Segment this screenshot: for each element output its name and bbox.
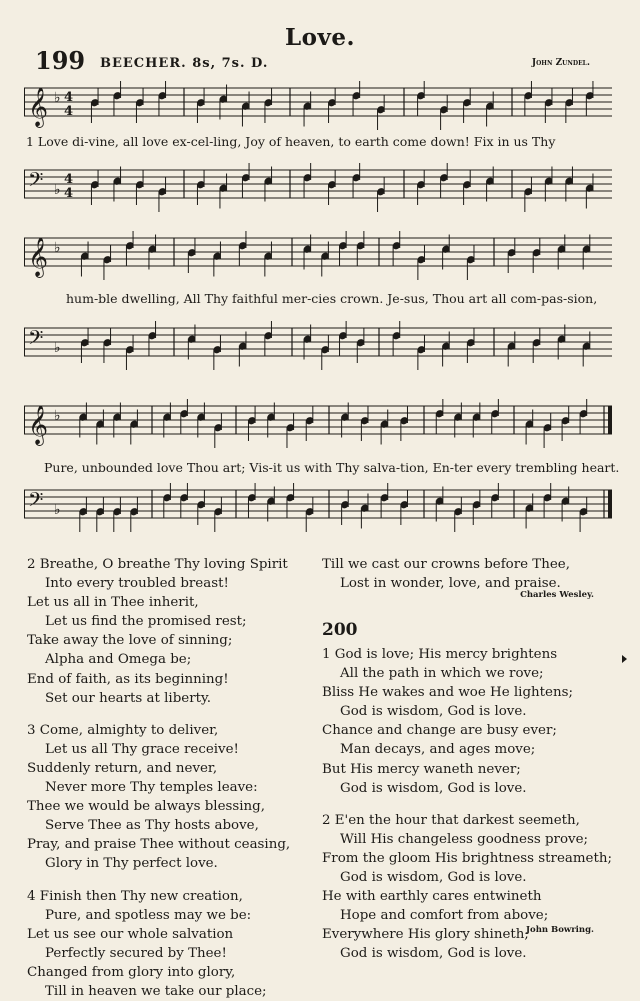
verse-line: But His mercy waneth never; [322, 761, 521, 777]
arrow-marker-icon [622, 655, 627, 663]
verse-line: Hope and comfort from above; [340, 908, 549, 924]
hymn200-author: John Bowring. [526, 925, 594, 935]
verse-line: Never more Thy temples leave: [45, 780, 258, 796]
bass-clef-icon: 𝄢 [28, 326, 44, 354]
verse-line: Chance and change are busy ever; [322, 723, 557, 739]
lyric-line-2: hum-ble dwelling, All Thy faithful mer-cies crown. Je-sus, Thou art all com-pas-sion, [66, 291, 598, 306]
flat-sign-icon: ♭ [54, 182, 61, 198]
verse-line: God is wisdom, God is love. [340, 946, 527, 962]
verse-line: Serve Thee as Thy hosts above, [45, 818, 259, 834]
verse-line: Let us see our whole salvation [27, 926, 234, 942]
verse-line: 3 Come, almighty to deliver, [27, 722, 219, 738]
composer-credit: John Zundel. [531, 58, 590, 68]
verse-line: Thee we would be always blessing, [27, 799, 265, 815]
verse-line: Man decays, and ages move; [340, 742, 536, 758]
hymn-number: 199 [35, 46, 86, 75]
verse-line: Pray, and praise Thee without ceasing, [27, 837, 291, 853]
verse-line: Alpha and Omega be; [45, 652, 192, 668]
treble-staff [24, 406, 612, 434]
music-system-1 [24, 80, 612, 230]
verse-line: Till in heaven we take our place; [45, 983, 267, 999]
verse-line: Till we cast our crowns before Thee, [322, 557, 570, 572]
verse-line: Pure, and spotless may we be: [45, 907, 252, 923]
flat-sign-icon: ♭ [54, 502, 61, 518]
hymn200-verses [322, 645, 627, 964]
treble-clef-icon: 𝄞 [28, 237, 49, 277]
time-signature-icon: 4 [64, 90, 74, 105]
treble-clef-icon: 𝄞 [28, 87, 49, 127]
verse-line: Take away the love of sinning; [27, 633, 233, 649]
tune-name: BEECHER. 8s, 7s. D. [100, 56, 269, 71]
verse-line: God is wisdom, God is love. [340, 780, 527, 796]
bass-staff [24, 490, 612, 518]
hymn199-verse4-end [322, 555, 622, 593]
final-barline [608, 406, 612, 434]
verse-line: 4 Finish then Thy new creation, [27, 888, 243, 904]
verse-line: Let us all in Thee inherit, [27, 595, 199, 611]
verse-line: Will His changeless goodness prove; [340, 831, 589, 847]
lyric-line-1: 1 Love di-vine, all love ex-cel-ling, Joy of heaven, to earth come down! Fix in us Thy [26, 134, 556, 149]
verse-line: Suddenly return, and never, [27, 760, 218, 776]
verse-line: Bliss He wakes and woe He lightens; [322, 685, 573, 701]
time-signature-icon: 4 [64, 172, 74, 187]
time-signature-icon: 4 [64, 186, 74, 201]
bass-staff [24, 170, 612, 198]
verse-line: Glory in Thy perfect love. [45, 856, 218, 872]
verse-line: From the gloom His brightness streameth; [322, 850, 612, 866]
final-barline [608, 490, 612, 518]
flat-sign-icon: ♭ [54, 240, 61, 256]
verse-line: God is wisdom, God is love. [340, 704, 527, 720]
verse-line: Let us all Thy grace receive! [45, 741, 239, 757]
bass-clef-icon: 𝄢 [28, 488, 44, 516]
page-title: Love. [284, 24, 356, 51]
treble-staff [24, 238, 612, 266]
flat-sign-icon: ♭ [54, 408, 61, 424]
verse-gap [27, 708, 317, 721]
lyric-line-3: Pure, unbounded love Thou art; Vis-it us with Thy salva-tion, En-ter every trembling heart. [44, 460, 620, 475]
verse-gap [27, 874, 317, 887]
time-signature-icon: 4 [64, 104, 74, 119]
treble-clef-icon: 𝄞 [28, 405, 49, 445]
verse-line: Lost in wonder, love, and praise. [340, 576, 561, 592]
hymn199-author: Charles Wesley. [520, 590, 594, 600]
hymn199-verses [27, 555, 317, 1001]
verse-line: 1 God is love; His mercy brightens [322, 647, 558, 662]
hymn200-number: 200 [322, 620, 358, 640]
treble-staff [24, 88, 612, 116]
verse-line: Changed from glory into glory, [27, 964, 236, 980]
verse-line: Everywhere His glory shineth; [322, 927, 529, 943]
verse-line: Set our hearts at liberty. [45, 690, 212, 706]
bass-clef-icon: 𝄢 [28, 168, 44, 196]
flat-sign-icon: ♭ [54, 340, 61, 356]
verse-line: Into every troubled breast! [45, 576, 229, 592]
verse-line: God is wisdom, God is love. [340, 870, 527, 886]
bass-staff [24, 328, 612, 356]
flat-sign-icon: ♭ [54, 90, 61, 106]
verse-line: All the path in which we rove; [340, 666, 544, 682]
verse-line: Let us find the promised rest; [45, 614, 247, 630]
verse-gap [322, 798, 627, 811]
verse-line: End of faith, as its beginning! [27, 671, 229, 687]
verse-line: 2 Breathe, O breathe Thy loving Spirit [27, 557, 288, 572]
verse-line: 2 E'en the hour that darkest seemeth, [322, 812, 580, 828]
verse-line: Perfectly secured by Thee! [45, 945, 227, 961]
verse-line: He with earthly cares entwineth [322, 889, 542, 905]
